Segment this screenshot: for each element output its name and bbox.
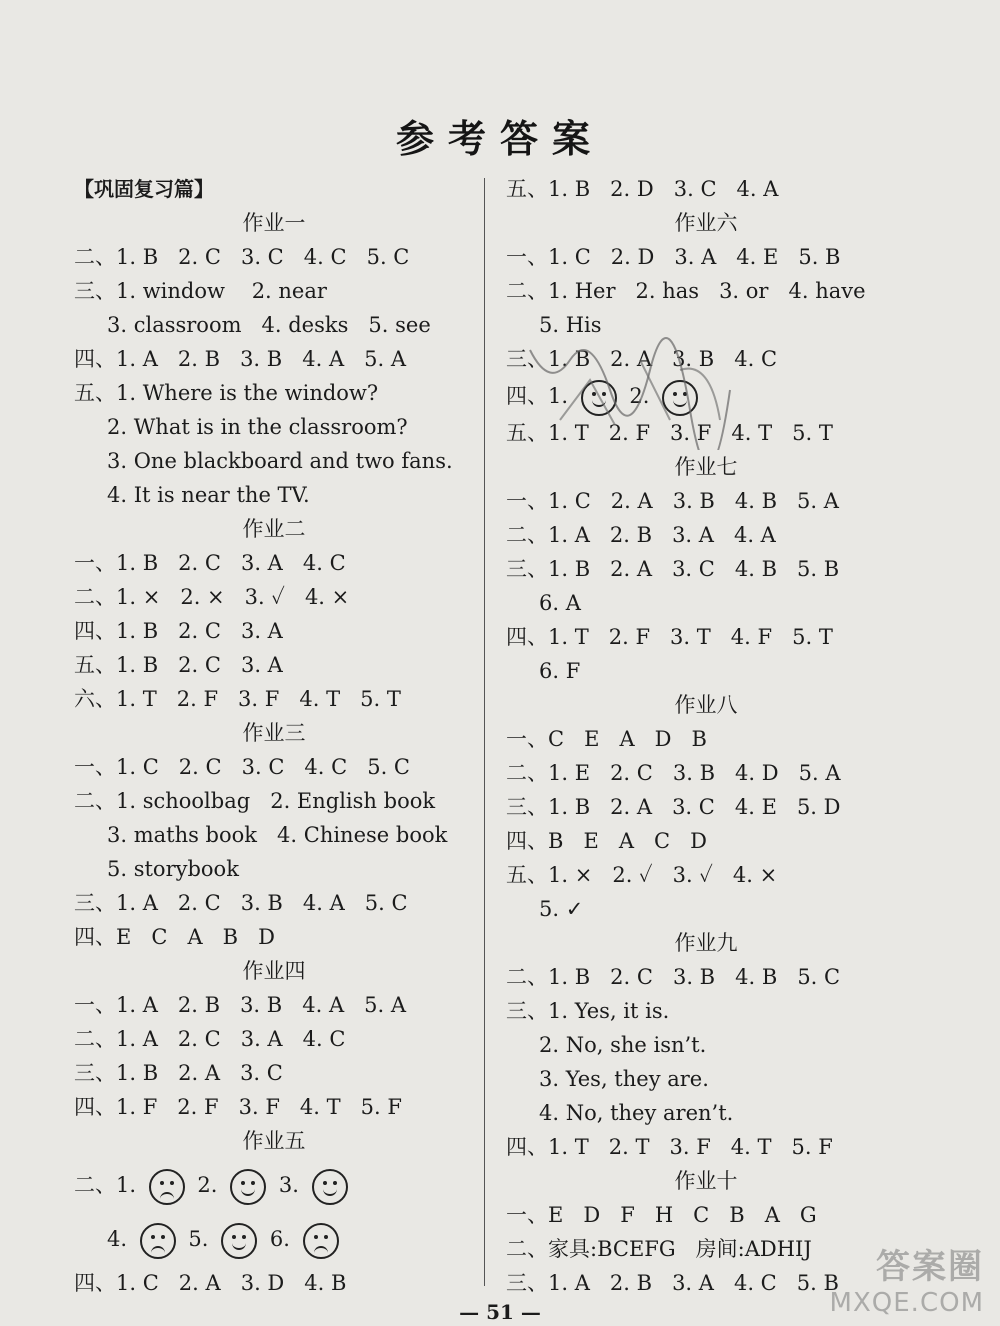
- homework-heading: 作业三: [242, 721, 306, 745]
- answer-line: 三、1. window 2. near: [74, 279, 327, 303]
- answer-line: 3. One blackboard and two fans.: [107, 449, 453, 473]
- homework-heading: 作业五: [242, 1129, 306, 1153]
- smiley-face-icon: [230, 1169, 266, 1205]
- answer-line: 3. classroom 4. desks 5. see: [107, 313, 431, 337]
- question-number: 2.: [629, 384, 650, 408]
- answer-line: 二、1. E 2. C 3. B 4. D 5. A: [506, 761, 841, 785]
- question-number: 3.: [278, 1173, 299, 1197]
- answer-line: 一、C E A D B: [506, 727, 707, 751]
- page-number: — 51 —: [459, 1300, 541, 1324]
- answer-line: 二、1. A 2. C 3. A 4. C: [74, 1027, 346, 1051]
- answer-line: 一、E D F H C B A G: [506, 1203, 817, 1227]
- answer-line: 四、1. B 2. C 3. A: [74, 619, 283, 643]
- answer-line: 五、1. × 2. ✓ 3. ✓ 4. ×: [506, 863, 778, 887]
- answer-line: 五、1. B 2. C 3. A: [74, 653, 283, 677]
- smiley-face-icon: [581, 380, 617, 416]
- answer-line: 三、1. Yes, it is.: [506, 999, 670, 1023]
- answer-line: 四、E C A B D: [74, 925, 275, 949]
- answer-line: 四、1. C 2. A 3. D 4. B: [74, 1271, 347, 1295]
- answer-line: 四、1. A 2. B 3. B 4. A 5. A: [74, 347, 407, 371]
- smiley-face-icon: [662, 380, 698, 416]
- right-column: [506, 172, 906, 1300]
- answer-line: 四、B E A C D: [506, 829, 707, 853]
- left-column: [74, 172, 474, 1300]
- answer-line: 五、1. B 2. D 3. C 4. A: [506, 177, 779, 201]
- sad-face-icon: [303, 1223, 339, 1259]
- answer-line: 3. maths book 4. Chinese book: [107, 823, 448, 847]
- column-divider: [484, 178, 485, 1286]
- answer-line: 三、1. B 2. A 3. B 4. C: [506, 347, 778, 371]
- homework-heading: 作业九: [674, 931, 738, 955]
- answer-line: 5. storybook: [107, 857, 239, 881]
- answer-line: 四、1. T 2. F 3. T 4. F 5. T: [506, 625, 833, 649]
- answer-line: 2. What is in the classroom?: [107, 415, 408, 439]
- answer-line: 2. No, she isn’t.: [539, 1033, 707, 1057]
- watermark-url: MXQE.COM: [829, 1288, 984, 1318]
- answer-line: 三、1. B 2. A 3. C: [74, 1061, 283, 1085]
- answer-line: 五、1. T 2. F 3. F 4. T 5. T: [506, 421, 833, 445]
- answer-line: 二、1. A 2. B 3. A 4. A: [506, 523, 776, 547]
- answer-line: 三、1. B 2. A 3. C 4. B 5. B: [506, 557, 840, 581]
- answer-line: 4. No, they aren’t.: [539, 1101, 734, 1125]
- face-answer-row: [506, 376, 906, 416]
- answer-line: 二、1. × 2. × 3. ✓ 4. ×: [74, 585, 350, 609]
- answer-line: 二、1. Her 2. has 3. or 4. have: [506, 279, 866, 303]
- homework-heading: 作业八: [674, 693, 738, 717]
- homework-heading: 作业七: [674, 455, 738, 479]
- answer-line: 三、1. A 2. C 3. B 4. A 5. C: [74, 891, 408, 915]
- answer-line: 一、1. C 2. A 3. B 4. B 5. A: [506, 489, 839, 513]
- watermark-logo-text: 答案圈: [876, 1247, 984, 1287]
- answer-line: 五、1. Where is the window?: [74, 381, 379, 405]
- question-number: 四、1.: [506, 384, 569, 408]
- homework-heading: 作业十: [674, 1169, 738, 1193]
- answer-line: 四、1. T 2. T 3. F 4. T 5. F: [506, 1135, 833, 1159]
- question-number: 6.: [269, 1227, 290, 1251]
- answer-line: 六、1. T 2. F 3. F 4. T 5. T: [74, 687, 401, 711]
- section-label: 【巩固复习篇】: [74, 177, 214, 201]
- answer-line: 6. A: [539, 591, 581, 615]
- answer-line: 二、1. B 2. C 3. B 4. B 5. C: [506, 965, 841, 989]
- answer-line: 三、1. B 2. A 3. C 4. E 5. D: [506, 795, 841, 819]
- answer-line: 5. His: [539, 313, 602, 337]
- question-number: 2.: [197, 1173, 218, 1197]
- answer-line: 二、1. B 2. C 3. C 4. C 5. C: [74, 245, 410, 269]
- homework-heading: 作业二: [242, 517, 306, 541]
- face-answer-row: [74, 1158, 474, 1212]
- answer-line: 一、1. C 2. D 3. A 4. E 5. B: [506, 245, 841, 269]
- smiley-face-icon: [221, 1223, 257, 1259]
- sad-face-icon: [149, 1169, 185, 1205]
- homework-heading: 作业六: [674, 211, 738, 235]
- sad-face-icon: [140, 1223, 176, 1259]
- question-number: 二、1.: [74, 1173, 137, 1197]
- homework-heading: 作业一: [242, 211, 306, 235]
- answer-line: 一、1. A 2. B 3. B 4. A 5. A: [74, 993, 407, 1017]
- question-number: 5.: [188, 1227, 209, 1251]
- smiley-face-icon: [312, 1169, 348, 1205]
- answer-line: 一、1. C 2. C 3. C 4. C 5. C: [74, 755, 410, 779]
- face-answer-row: [74, 1212, 474, 1266]
- answer-line: 三、1. A 2. B 3. A 4. C 5. B: [506, 1271, 839, 1295]
- answer-line: 4. It is near the TV.: [107, 483, 310, 507]
- watermark: [830, 1239, 984, 1318]
- answer-line: 二、家具:BCEFG 房间:ADHIJ: [506, 1237, 812, 1261]
- answer-line: 四、1. F 2. F 3. F 4. T 5. F: [74, 1095, 402, 1119]
- answer-line: 3. Yes, they are.: [539, 1067, 709, 1091]
- homework-heading: 作业四: [242, 959, 306, 983]
- answer-line: 二、1. schoolbag 2. English book: [74, 789, 436, 813]
- answer-line: 一、1. B 2. C 3. A 4. C: [74, 551, 346, 575]
- answer-line: 5. ✓: [539, 897, 584, 921]
- answer-line: 6. F: [539, 659, 581, 683]
- page-title: 参考答案: [395, 116, 604, 161]
- question-number: 4.: [107, 1227, 128, 1251]
